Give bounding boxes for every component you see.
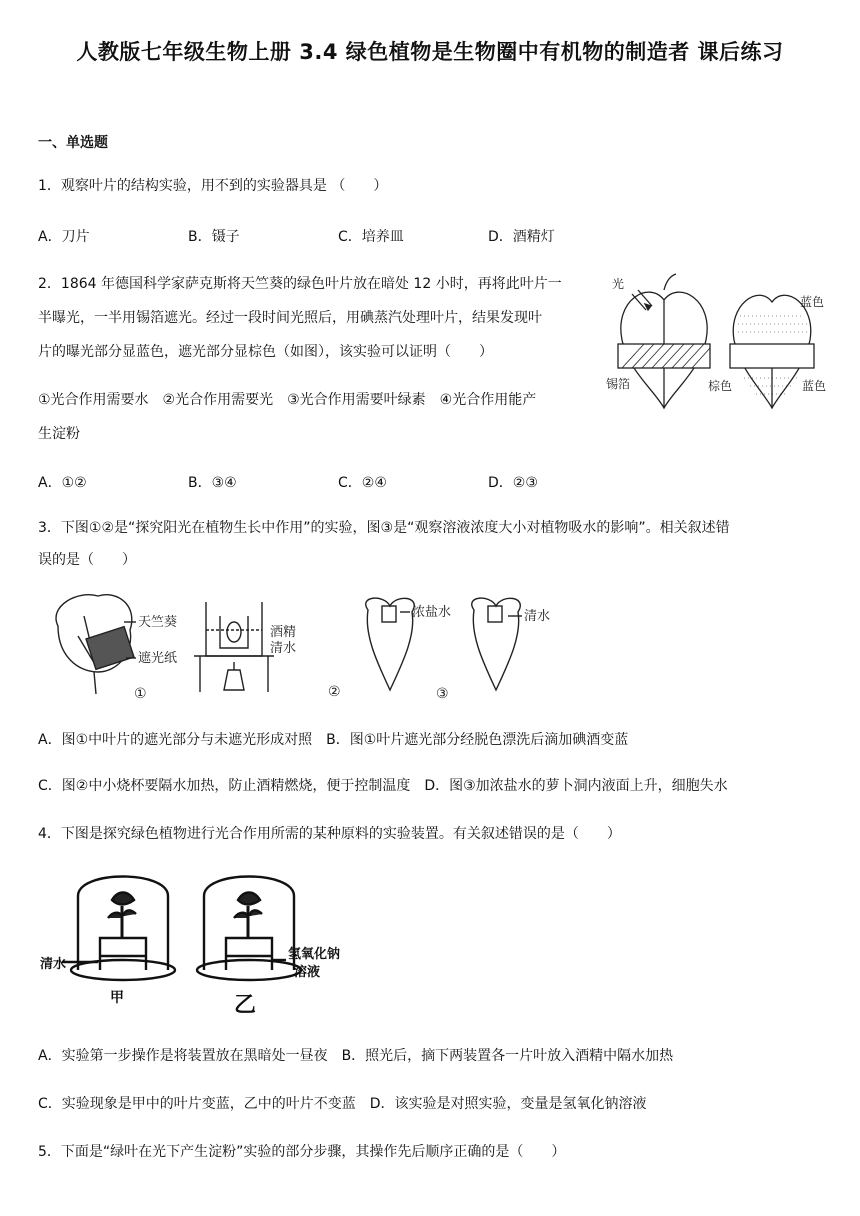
q1-option-a: A．刀片 — [38, 229, 90, 245]
bell-jar-left — [62, 877, 175, 981]
q4-options-cd: C．实验现象是甲中的叶片变蓝，乙中的叶片不变蓝 D．该实验是对照实验，变量是氢氧化钠溶液 — [38, 1096, 647, 1112]
radish-water-drawing — [472, 598, 522, 690]
q3-options-ab: A．图①中叶片的遮光部分与未遮光形成对照 B．图①叶片遮光部分经脱色漂洗后滴加碘酒变蓝 — [38, 732, 629, 748]
q3-options-cd: C．图②中小烧杯要隔水加热，防止酒精燃烧，便于控制温度 D．图③加浓盐水的萝卜洞内液面上升，细胞失水 — [38, 778, 728, 794]
question-2-line-1: 2．1864 年德国科学家萨克斯将天竺葵的绿色叶片放在暗处 12 小时，再将此叶片一 — [38, 276, 562, 292]
q1-option-d: D．酒精灯 — [488, 229, 555, 245]
label-water: 清水 — [270, 641, 297, 656]
question-2-line-4: ①光合作用需要水 ②光合作用需要光 ③光合作用需要叶绿素 ④光合作用能产 — [38, 392, 537, 408]
q4-options-ab: A．实验第一步操作是将装置放在黑暗处一昼夜 B．照光后，摘下两装置各一片叶放入酒精中隔水加热 — [38, 1048, 674, 1064]
label-water: 清水 — [40, 957, 67, 972]
radish-brine-drawing — [366, 598, 415, 690]
question-5-stem: 5．下面是“绿叶在光下产生淀粉”实验的部分步骤，其操作先后顺序正确的是（ ） — [38, 1144, 566, 1160]
q2-leaf-figure — [604, 270, 840, 418]
q1-option-b: B．镊子 — [188, 229, 240, 245]
q2-option-a: A．①② — [38, 475, 87, 491]
q4-bell-jar-figure — [38, 860, 358, 1022]
label-brine: 浓盐水 — [412, 605, 452, 620]
left-leaf-drawing — [618, 274, 710, 408]
label-water-2: 清水 — [524, 609, 551, 624]
label-naoh-1: 氢氧化钠 — [288, 947, 341, 962]
label-fig-1: ① — [134, 686, 147, 702]
label-blue-bottom: 蓝色 — [802, 379, 827, 393]
question-2-line-3: 片的曝光部分显蓝色，遮光部分显棕色（如图），该实验可以证明（ ） — [38, 344, 493, 360]
label-foil: 锡箔 — [606, 377, 631, 391]
label-cover: 遮光纸 — [138, 651, 178, 666]
label-light: 光 — [612, 277, 625, 291]
label-plant: 天竺葵 — [138, 615, 178, 630]
question-2-line-5: 生淀粉 — [38, 426, 80, 442]
question-3-line-2: 误的是（ ） — [38, 552, 136, 568]
q3-experiment-figure — [38, 586, 598, 704]
water-bath-drawing — [194, 602, 274, 692]
section-heading: 一、单选题 — [38, 135, 108, 151]
question-2-line-2: 半曝光，一半用锡箔遮光。经过一段时间光照后，用碘蒸汽处理叶片，结果发现叶 — [38, 310, 542, 326]
label-alcohol: 酒精 — [270, 625, 297, 640]
question-3-line-1: 3．下图①②是“探究阳光在植物生长中作用”的实验，图③是“观察溶液浓度大小对植物吸水的影响”。相关叙述错 — [38, 520, 730, 536]
question-4-stem: 4．下图是探究绿色植物进行光合作用所需的某种原料的实验装置。有关叙述错误的是（ ） — [38, 826, 621, 842]
page-title: 人教版七年级生物上册 3.4 绿色植物是生物圈中有机物的制造者 课后练习 — [76, 40, 784, 64]
q1-option-c: C．培养皿 — [338, 229, 404, 245]
plant-cover-drawing — [56, 595, 136, 694]
label-jia: 甲 — [110, 990, 124, 1006]
label-blue-top: 蓝色 — [800, 295, 825, 309]
question-1-stem: 1．观察叶片的结构实验，用不到的实验器具是 （ ） — [38, 178, 388, 194]
bell-jar-right — [197, 877, 301, 981]
q2-option-d: D．②③ — [488, 475, 538, 491]
q2-option-c: C．②④ — [338, 475, 387, 491]
label-yi: 乙 — [234, 993, 257, 1018]
label-brown: 棕色 — [708, 379, 733, 393]
label-fig-2: ② — [328, 684, 341, 700]
q2-option-b: B．③④ — [188, 475, 237, 491]
label-fig-3: ③ — [436, 686, 449, 702]
label-naoh-2: 溶液 — [294, 965, 321, 980]
